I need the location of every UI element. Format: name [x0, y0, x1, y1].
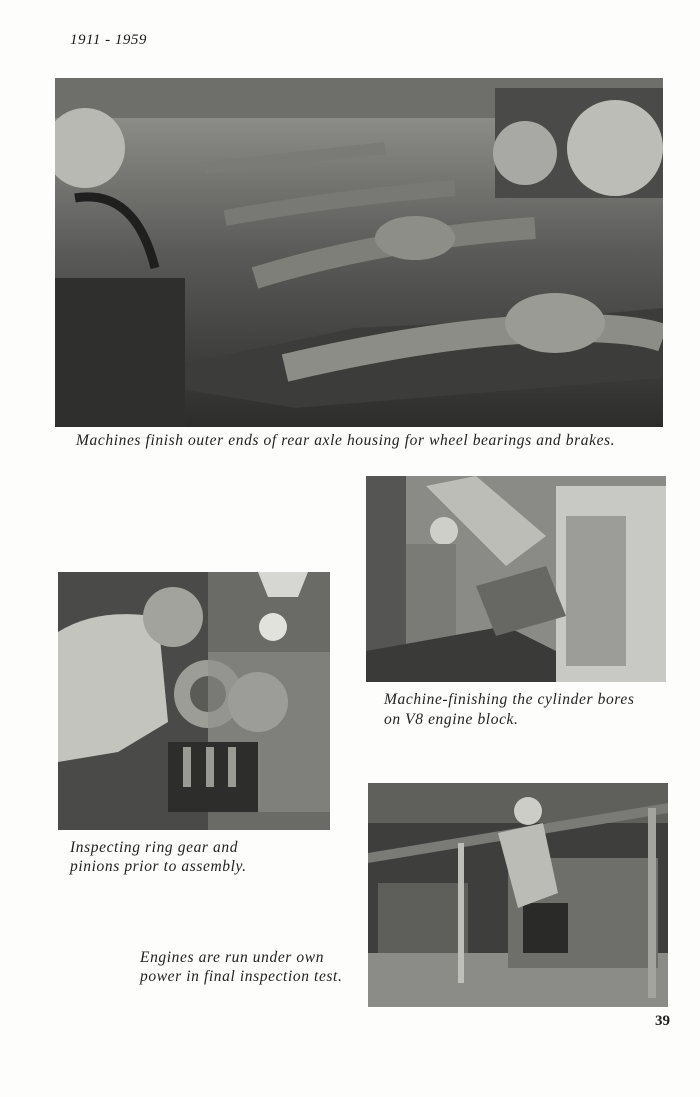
caption-ring-gear-line2: pinions prior to assembly.	[70, 858, 247, 875]
caption-ring-gear-line1: Inspecting ring gear and	[70, 839, 239, 856]
photo-cylinder-bores	[366, 476, 666, 682]
caption-axle-housing: Machines finish outer ends of rear axle housing for wheel bearings and brakes.	[76, 432, 616, 449]
caption-engine-test-line1: Engines are run under own	[140, 949, 325, 966]
caption-cylinder-bores-line2: on V8 engine block.	[384, 711, 519, 728]
caption-engine-test-line2: power in final inspection test.	[140, 968, 343, 985]
photo-ring-gear-inspection	[58, 572, 330, 830]
page-number: 39	[655, 1013, 670, 1029]
caption-cylinder-bores-line1: Machine-finishing the cylinder bores	[384, 691, 635, 708]
photo-engine-run-test	[368, 783, 668, 1007]
page-header-years: 1911 - 1959	[70, 32, 147, 48]
photo-axle-housing-machines	[55, 78, 663, 427]
